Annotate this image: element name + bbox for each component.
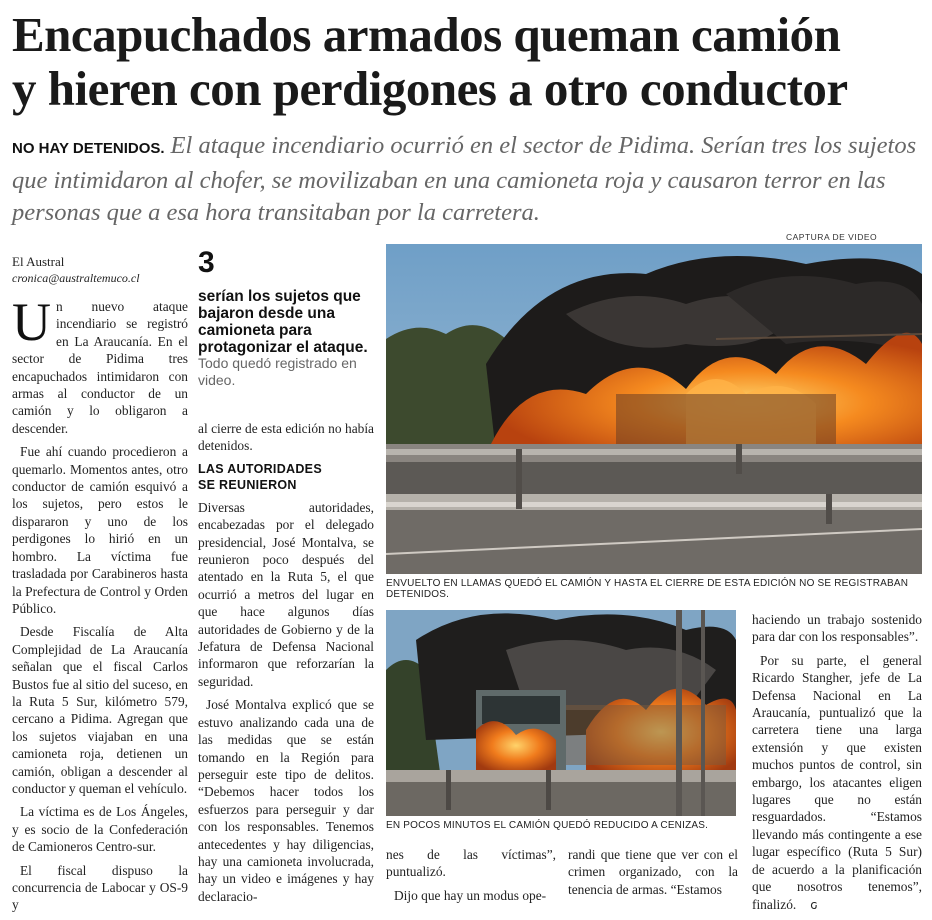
headline-line-2: y hieren con perdigones a otro conductor bbox=[12, 61, 848, 116]
article-column-1 bbox=[12, 292, 188, 920]
paragraph: haciendo un trabajo sostenido para dar con los responsables”. bbox=[752, 612, 922, 645]
drop-cap: U bbox=[12, 292, 51, 352]
paragraph: randi que tiene que ver con el crimen organizado, con la tenencia de armas. “Estamos bbox=[568, 847, 738, 897]
photo-credit: CAPTURA DE VIDEO bbox=[786, 232, 878, 242]
paragraph: Desde Fiscalía de Alta Complejidad de La Araucanía señalan que el fiscal Carlos Bustos fue al sitio del suceso, en la Ruta 5 Sur, kilómetro 579, cercano a Pidima. Agregan que los sujetos viajaban en una camioneta roja, detienen un camión, obligan a descender al conductor y queman el vehículo. bbox=[12, 624, 188, 796]
article-column-5 bbox=[752, 611, 922, 920]
burning-truck-photo-2 bbox=[386, 610, 736, 816]
paragraph: Diversas autoridades, encabezadas por el delegado presidencial, José Montalva, se reunieron poco después del atentado en la Ruta 5, el que ocurrió a metros del lugar en que hace algunos días autoridades de Gobierno y de la Jefatura de Defensa Nacional informaron que reforzarían la seguridad. bbox=[198, 499, 374, 689]
end-mark-icon: ԍ bbox=[810, 897, 819, 912]
truck-ashes-illustration bbox=[386, 610, 736, 816]
burning-truck-photo bbox=[386, 244, 922, 574]
factbox-note: Todo quedó registrado en video. bbox=[198, 355, 357, 388]
factbox-number: 3 bbox=[198, 246, 215, 279]
byline-email[interactable]: cronica@australtemuco.cl bbox=[12, 271, 140, 285]
paragraph: Por su parte, el general Ricardo Stangher, jefe de La Defensa Nacional en La Araucanía, puntualizó que la carretera tiene una larga extensión y que existen muchos puntos de control, sin embargo, los atacantes eligen lugares que no están resguardados. “Estamos llevando más contingente a ese lugar específico (Ruta 5 Sur) de acuerdo a la planificación que nosotros tenemos”, finalizó. ԍ bbox=[752, 652, 922, 914]
article-column-3 bbox=[386, 846, 556, 910]
photo-1-caption: ENVUELTO EN LLAMAS QUEDÓ EL CAMIÓN Y HASTA EL CIERRE DE ESTA EDICIÓN NO SE REGISTRABAN DETENIDOS. bbox=[386, 578, 909, 600]
paragraph: El fiscal dispuso la concurrencia de Labocar y OS-9 y bbox=[12, 862, 188, 913]
deck-kicker: NO HAY DETENIDOS. bbox=[12, 140, 165, 157]
headline bbox=[12, 8, 922, 116]
byline bbox=[12, 254, 188, 286]
byline-author: El Austral bbox=[12, 254, 65, 269]
paragraph: al cierre de esta edición no había detenidos. bbox=[198, 421, 374, 454]
deck-text: El ataque incendiario ocurrió en el sector de Pidima. Serían tres los sujetos que intimidaron al chofer, se movilizaban en una camioneta roja y causaron terror en las personas que a esa hora transitaban por la carretera. bbox=[12, 132, 917, 226]
paragraph: nes de las víctimas”, puntualizó. bbox=[386, 847, 556, 880]
headline-line-1: Encapuchados armados queman camión bbox=[12, 7, 841, 62]
paragraph: Dijo que hay un modus ope- bbox=[394, 887, 547, 903]
paragraph: Fue ahí cuando procedieron a quemarlo. Momentos antes, otro conductor de camión esquivó a los sujetos, pero estos le dispararon y uno de los perdigones lo hirió en un hombro. La víctima fue trasladada por Carabineros hasta la Prefectura de Control y Orden Público. bbox=[12, 444, 188, 616]
subhead: LAS AUTORIDADES SE REUNIERON bbox=[198, 461, 322, 492]
photo-2-caption: EN POCOS MINUTOS EL CAMIÓN QUEDÓ REDUCIDO A CENIZAS. bbox=[386, 820, 709, 831]
paragraph: José Montalva explicó que se estuvo analizando cada una de las medidas que se están tomando en la Región para perseguir este tipo de delitos. “Debemos hacer todos los esfuerzos para perseguir y dar con los responsables. Tenemos antecedentes y hay diligencias, hay una camioneta involucrada, hay un video e imágenes y hay declaracio- bbox=[198, 697, 374, 904]
factbox-text: serían los sujetos que bajaron desde una camioneta para protagonizar el ataque. bbox=[198, 288, 368, 356]
paragraph: La víctima es de Los Ángeles, y es socio de la Confederación de Camioneros Centro-sur. bbox=[12, 804, 188, 855]
article-column-4 bbox=[568, 846, 738, 904]
paragraph: Un nuevo ataque incendiario se registró en La Araucanía. En el sector de Pidima tres encapuchados intimidaron con armas al conductor de un camión y lo obligaron a descender. bbox=[12, 292, 188, 436]
article-column-2 bbox=[198, 420, 374, 911]
burning-truck-illustration bbox=[386, 244, 922, 574]
deck bbox=[12, 130, 922, 229]
